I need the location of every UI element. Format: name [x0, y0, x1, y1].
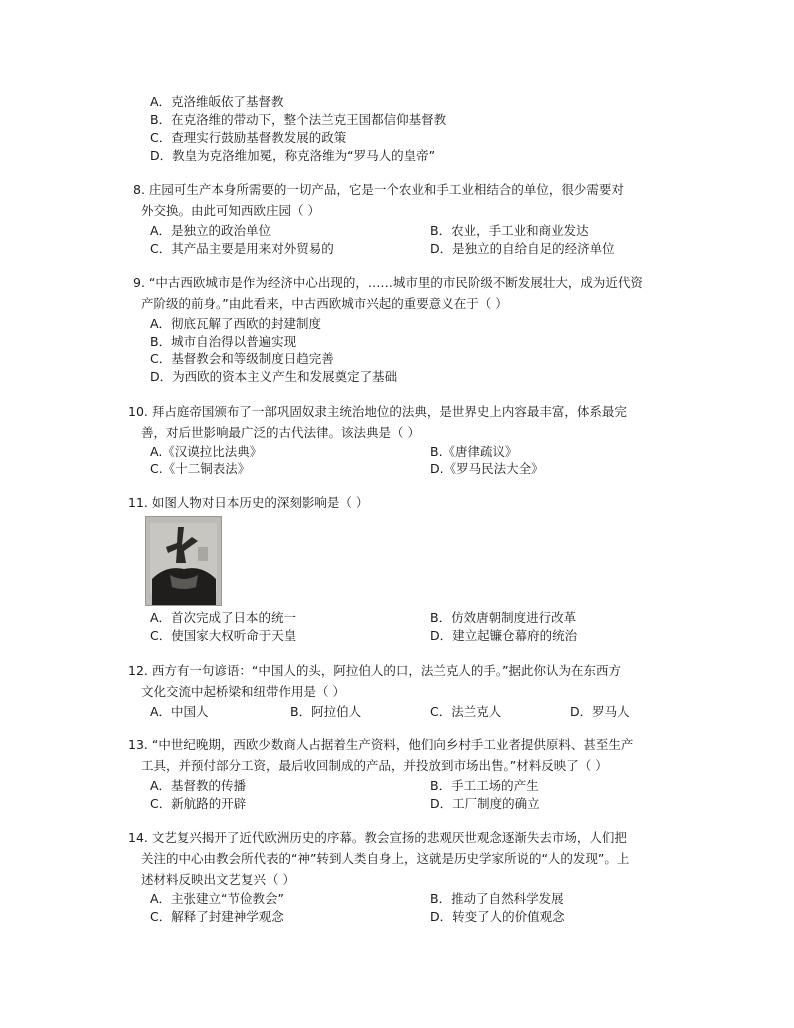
q10-option-c: C.《十二铜表法》 [150, 461, 251, 476]
q9-option-a: A．彻底瓦解了西欧的封建制度 [150, 316, 322, 331]
q9-option-b: B．城市自治得以普遍实现 [150, 334, 297, 349]
q13-option-a: A．基督教的传播 [150, 778, 247, 793]
q10-stem-line2: 善，对后世影响最广泛的古代法律。该法典是（ ） [141, 425, 420, 440]
q11-option-d: D．建立起镰仓幕府的统治 [430, 628, 578, 643]
q9-option-c: C．基督教会和等级制度日趋完善 [150, 351, 334, 366]
q13-option-d: D．工厂制度的确立 [430, 796, 540, 811]
q9-stem-line1: 9. “中古西欧城市是作为经济中心出现的，……城市里的市民阶级不断发展壮大，成为近代资 [133, 275, 643, 290]
q12-stem-line1: 12. 西方有一句谚语：“中国人的头，阿拉伯人的口，法兰克人的手。”据此你认为在东西方 [128, 663, 622, 678]
q11-stem: 11. 如图人物对日本历史的深刻影响是（ ） [128, 495, 369, 510]
q12-option-c: C．法兰克人 [430, 704, 502, 719]
q9-stem-line2: 产阶级的前身。”由此看来，中古西欧城市兴起的重要意义在于（ ） [141, 296, 508, 311]
q14-option-d: D．转变了人的价值观念 [430, 909, 565, 924]
q10-stem-line1: 10. 拜占庭帝国颁布了一部巩固奴隶主统治地位的法典，是世界史上内容最丰富，体系最完 [128, 404, 627, 419]
q8-option-b: B．农业，手工业和商业发达 [430, 223, 589, 238]
q13-option-c: C．新航路的开辟 [150, 796, 247, 811]
portrait-image-icon [146, 517, 221, 605]
q8-option-d: D．是独立的自给自足的经济单位 [430, 241, 615, 256]
q14-option-c: C．解释了封建神学观念 [150, 909, 284, 924]
q9-option-d: D．为西欧的资本主义产生和发展奠定了基础 [150, 369, 398, 384]
q12-stem-line2: 文化交流中起桥梁和纽带作用是（ ） [141, 684, 345, 699]
q14-option-a: A．主张建立“节俭教会” [150, 891, 285, 906]
q14-stem-line3: 述材料反映出文艺复兴（ ） [141, 872, 295, 887]
historical-figure-portrait [145, 516, 222, 606]
q12-option-d: D．罗马人 [570, 704, 630, 719]
q14-stem-line2: 关注的中心由教会所代表的“神”转到人类自身上，这就是历史学家所说的“人的发现”。上 [141, 851, 630, 866]
q11-option-a: A．首次完成了日本的统一 [150, 610, 297, 625]
q13-option-b: B．手工工场的产生 [430, 778, 539, 793]
q8-option-a: A．是独立的政治单位 [150, 223, 272, 238]
q8-option-c: C．其产品主要是用来对外贸易的 [150, 241, 334, 256]
q12-option-b: B．阿拉伯人 [290, 704, 362, 719]
q11-option-c: C．使国家大权听命于天皇 [150, 628, 297, 643]
q13-stem-line1: 13. “中世纪晚期，西欧少数商人占据着生产资料，他们向乡村手工业者提供原料、甚至生产 [128, 737, 634, 752]
q12-option-a: A．中国人 [150, 704, 209, 719]
q14-stem-line1: 14. 文艺复兴揭开了近代欧洲历史的序幕。教会宣扬的悲观厌世观念逐渐失去市场，人们把 [128, 830, 627, 845]
q10-option-b: B.《唐律疏议》 [430, 444, 518, 459]
q7-option-d: D．教皇为克洛维加冕，称克洛维为“罗马人的皇帝” [150, 148, 436, 163]
q7-option-c: C．查理实行鼓励基督教发展的政策 [150, 130, 347, 145]
q10-option-d: D.《罗马民法大全》 [430, 461, 544, 476]
q10-option-a: A.《汉谟拉比法典》 [150, 444, 263, 459]
q7-option-a: A．克洛维皈依了基督教 [150, 94, 284, 109]
q13-stem-line2: 工具，并预付部分工资，最后收回制成的产品，并投放到市场出售。”材料反映了（ ） [141, 758, 608, 773]
q7-option-b: B．在克洛维的带动下，整个法兰克王国都信仰基督教 [150, 112, 447, 127]
q8-stem-line2: 外交换。由此可知西欧庄园（ ） [141, 203, 320, 218]
q8-stem-line1: 8. 庄园可生产本身所需要的一切产品，它是一个农业和手工业相结合的单位，很少需要对 [133, 182, 624, 197]
q14-option-b: B．推动了自然科学发展 [430, 891, 564, 906]
q11-option-b: B．仿效唐朝制度进行改革 [430, 610, 577, 625]
